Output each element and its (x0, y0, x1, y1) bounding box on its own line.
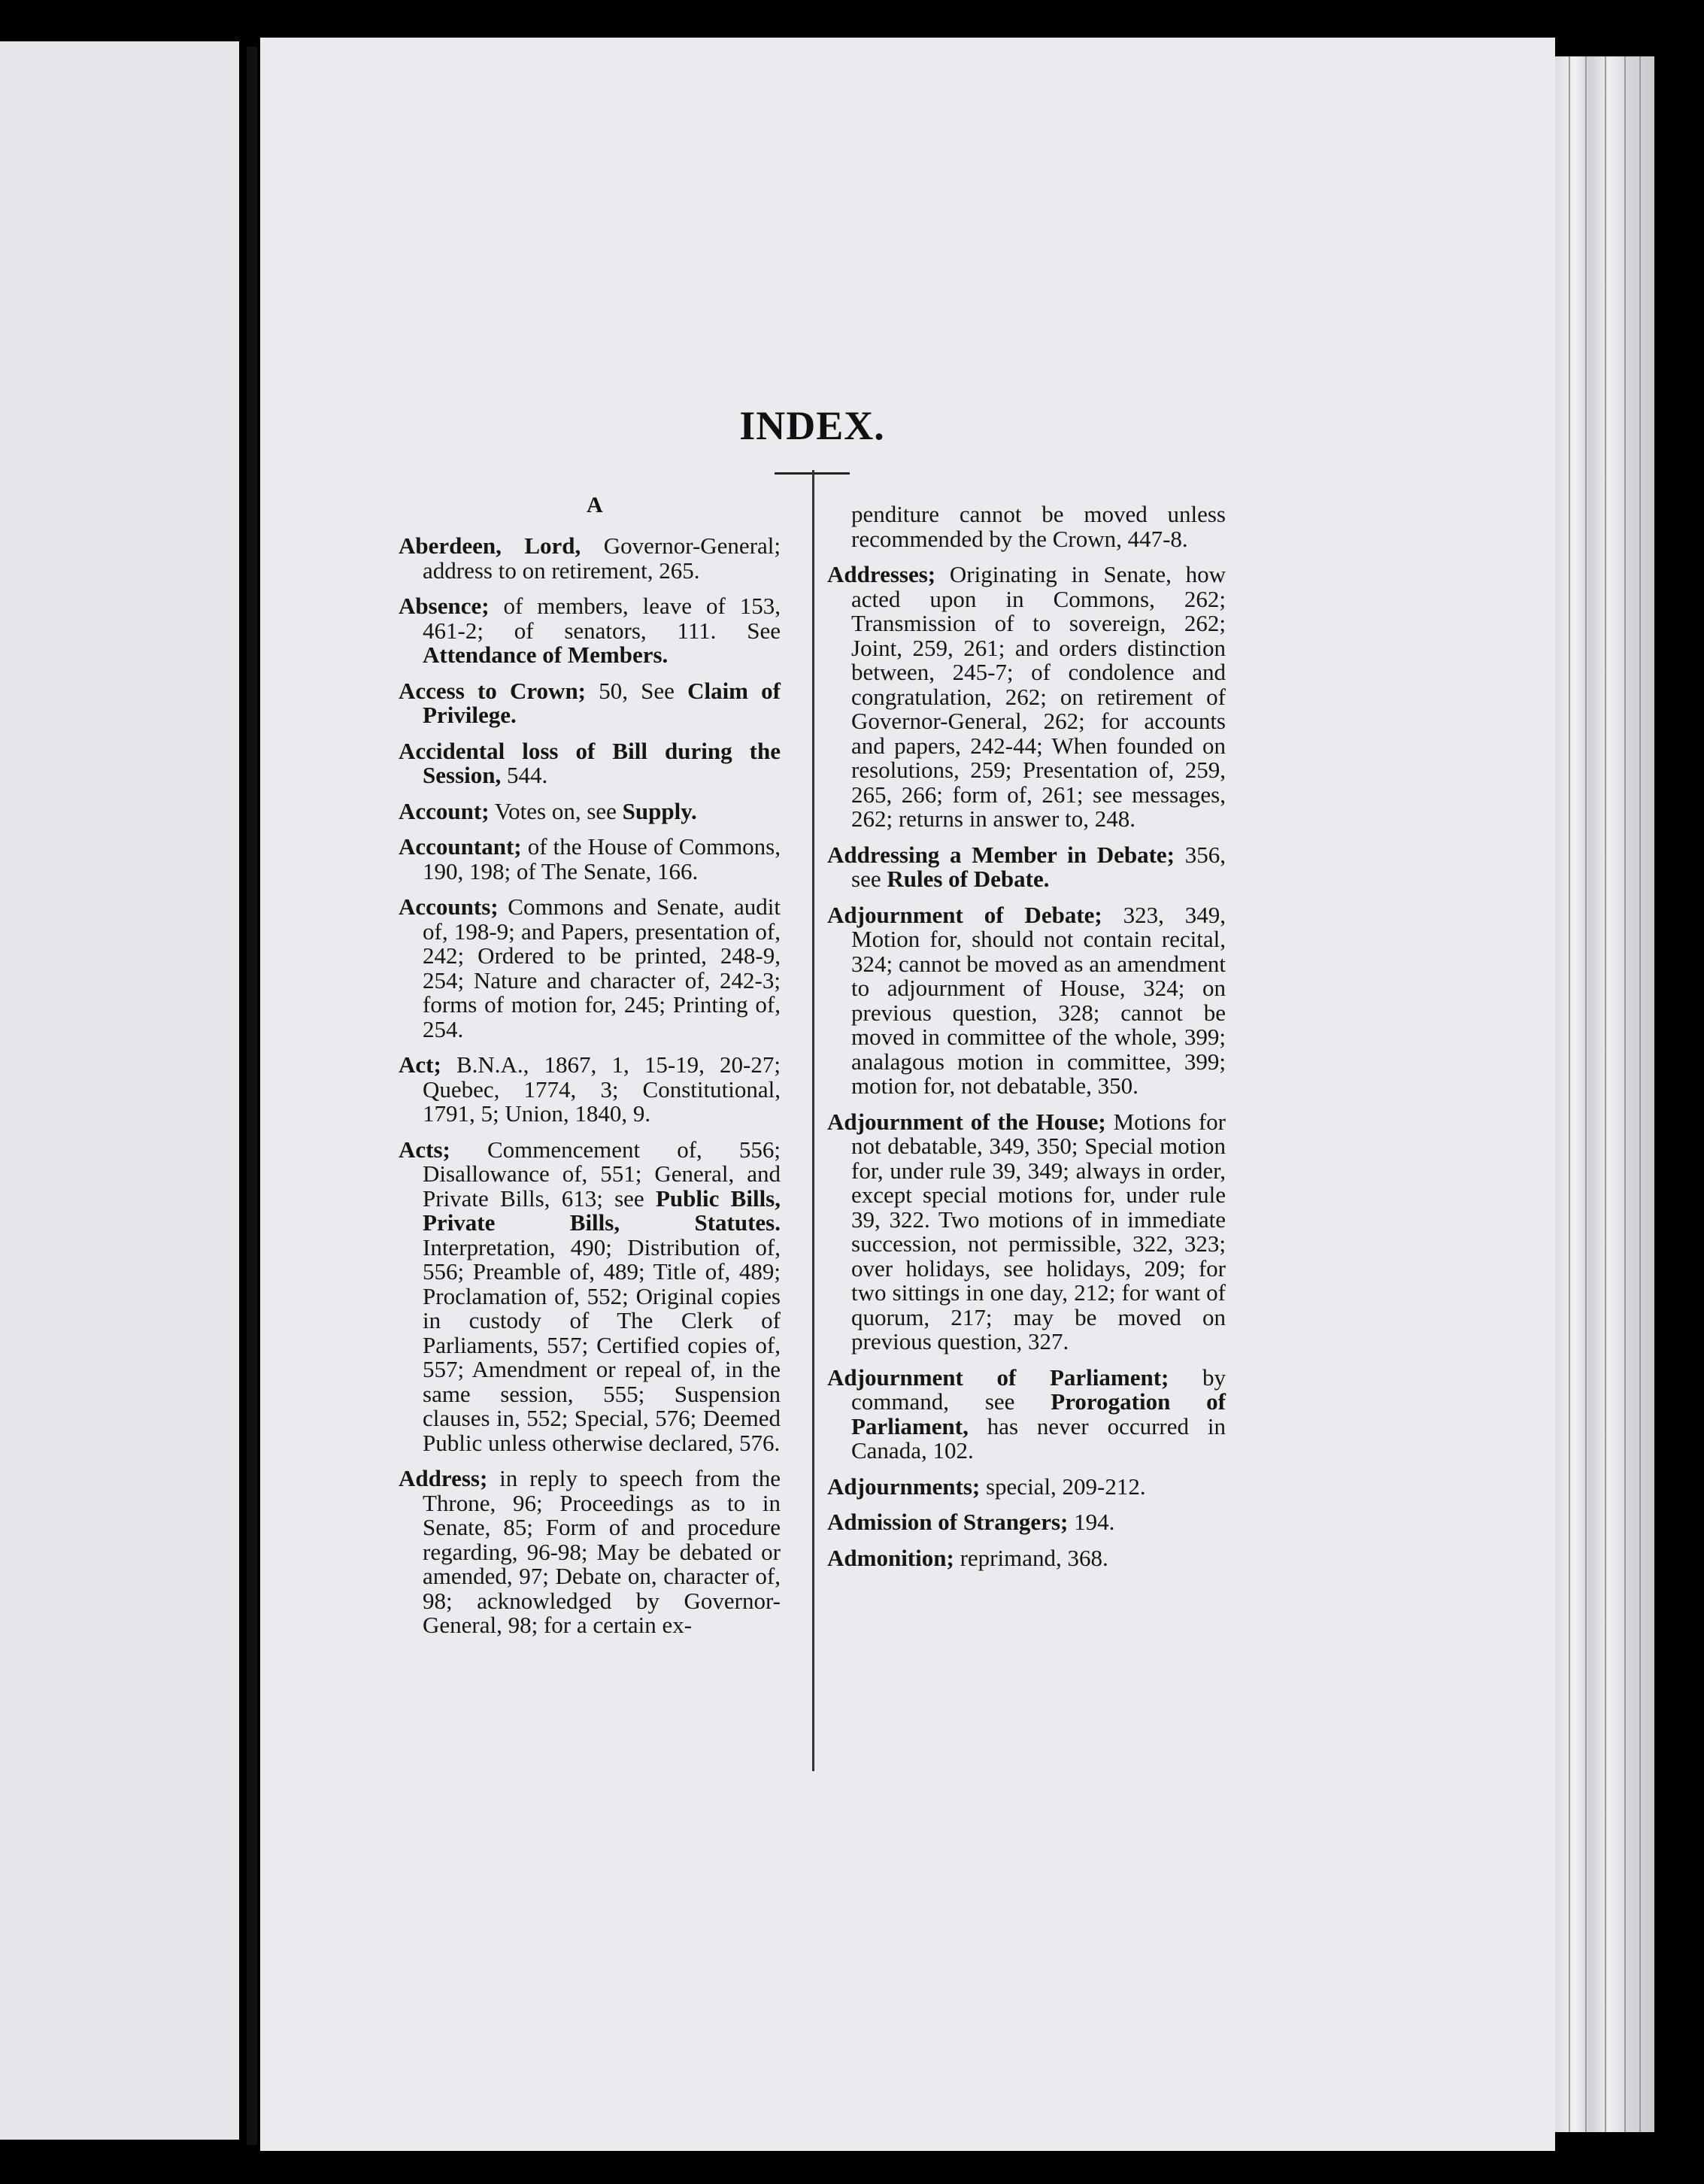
index-entry (399, 835, 781, 884)
entry-text: special, 209-212. (980, 1473, 1146, 1500)
index-entry (399, 739, 781, 788)
index-entry (827, 1110, 1226, 1354)
entry-text: of the House of Commons, 190, 198; of The Senate, 166. (423, 833, 781, 884)
entry-text: 50, See (586, 677, 688, 704)
entry-text: Originating in Senate, how acted upon in Commons, 262; Transmission of to sovereign, 262; Joint, 259, 261; and orders distinction between, 245-7; of condolence and congratulation, 262; on retirement of Governor-General, 262; for accounts and papers, 242-44; When founded on resolutions, 259; Presentation of, 259, 265, 266; form of, 261; see messages, 262; returns in answer to, 248. (851, 561, 1226, 832)
entry-heading: Admonition; (827, 1544, 954, 1571)
index-entry (399, 594, 781, 668)
entry-text: 356, see (851, 841, 1226, 892)
entry-heading: Adjournment of the House; (827, 1108, 1106, 1135)
entry-heading: Aberdeen, Lord, (399, 532, 581, 559)
entry-heading: Address; (399, 1465, 488, 1491)
entry-text: penditure cannot be moved unless recommended by the Crown, 447-8. (851, 501, 1226, 552)
entry-heading: Adjournments; (827, 1473, 981, 1500)
entry-heading: Access to Crown; (399, 677, 587, 704)
entry-heading: Absence; (399, 593, 490, 619)
index-entry (827, 843, 1226, 892)
entry-heading: Acts; (399, 1136, 450, 1163)
entry-text: Votes on, see (489, 797, 623, 824)
cross-reference: Rules of Debate. (887, 866, 1050, 892)
right-column (827, 502, 1226, 1582)
index-entry (827, 903, 1226, 1099)
left-column (399, 534, 781, 1649)
entry-text: B.N.A., 1867, 1, 15-19, 20-27; Quebec, 1774, 3; Constitutional, 1791, 5; Union, 1840, 9. (423, 1051, 781, 1127)
index-entry (827, 1546, 1226, 1571)
index-entry (399, 679, 781, 728)
index-entry (399, 1138, 781, 1456)
index-entry (399, 534, 781, 583)
entry-text: by command, see (851, 1363, 1226, 1415)
section-letter: A (587, 493, 603, 517)
entry-text: 323, 349, Motion for, should not contain recital, 324; cannot be moved as an amendment to adjournment of House, 324; on previous question, 328; cannot be moved in committee of the whole, 399; analagous motion in committee, 399; motion for, not debatable, 350. (851, 901, 1226, 1099)
entry-text: reprimand, 368. (954, 1544, 1108, 1571)
index-entry (827, 1475, 1226, 1500)
entry-text: Governor-General; address to on retirement, 265. (423, 532, 781, 584)
index-entry (399, 1467, 781, 1638)
entry-heading: Account; (399, 797, 490, 824)
entry-heading: Admission of Strangers; (827, 1509, 1069, 1535)
entry-heading: Addressing a Member in Debate; (827, 841, 1175, 868)
page-edges (1555, 56, 1654, 2132)
entry-text: 544. (501, 762, 548, 788)
entry-text: Commencement of, 556; Disallowance of, 551; General, and Private Bills, 613; see (423, 1136, 781, 1212)
column-divider (812, 470, 814, 1771)
facing-page (0, 41, 239, 2140)
cross-reference: Supply. (622, 797, 697, 824)
entry-heading: Act; (399, 1051, 441, 1078)
index-entry (399, 799, 781, 824)
index-entry (399, 1053, 781, 1127)
entry-heading: Accidental loss of Bill during the Session, (399, 737, 781, 788)
index-entry (827, 563, 1226, 832)
entry-heading: Addresses; (827, 561, 936, 587)
binding-gutter (247, 47, 257, 2145)
entry-heading: Accounts; (399, 893, 499, 920)
entry-heading: Adjournment of Parliament; (827, 1363, 1169, 1391)
cross-reference: Public Bills, Private Bills, Statutes. (423, 1185, 781, 1236)
entry-text: Motions for not debatable, 349, 350; Special motion for, under rule 39, 349; always in order, except special motions for, under rule 39, 322. Two motions of in immediate succession, not permissible, 322, 323; over holidays, see holidays, 209; for two sittings in one day, 212; for want of quorum, 217; may be moved on previous question, 327. (851, 1108, 1226, 1354)
page-title: INDEX. (739, 403, 885, 448)
entry-heading: Accountant; (399, 833, 522, 860)
entry-text: of members, leave of 153, 461-2; of senators, 111. See (423, 593, 781, 644)
index-entry (399, 895, 781, 1042)
entry-text: has never occurred in Canada, 102. (851, 1412, 1226, 1464)
cross-reference: Claim of Privilege. (423, 677, 781, 728)
index-entry (851, 502, 1226, 551)
entry-text: in reply to speech from the Throne, 96; Proceedings as to in Senate, 85; Form of and procedure regarding, 96-98; May be debated or amended, 97; Debate on, character of, 98; acknowledged by Governor-General, 98; for a certain ex- (423, 1465, 781, 1638)
entry-text: 194. (1068, 1509, 1115, 1535)
cross-reference: Attendance of Members. (423, 642, 669, 668)
index-entry (827, 1510, 1226, 1535)
entry-text: Commons and Senate, audit of, 198-9; and Papers, presentation of, 242; Ordered to be printed, 248-9, 254; Nature and character of, 242-3; forms of motion for, 245; Printing of, 254. (423, 893, 781, 1042)
entry-heading: Adjournment of Debate; (827, 901, 1102, 928)
entry-text: Interpretation, 490; Distribution of, 556; Preamble of, 489; Title of, 489; Proclamation of, 552; Original copies in custody of The Clerk of Parliaments, 557; Certified copies of, 557; Amendment or repeal of, in the same session, 555; Suspension clauses in, 552; Special, 576; Deemed Public unless otherwise declared, 576. (423, 1233, 781, 1456)
cross-reference: Prorogation of Parliament, (851, 1388, 1226, 1439)
index-entry (827, 1363, 1226, 1464)
